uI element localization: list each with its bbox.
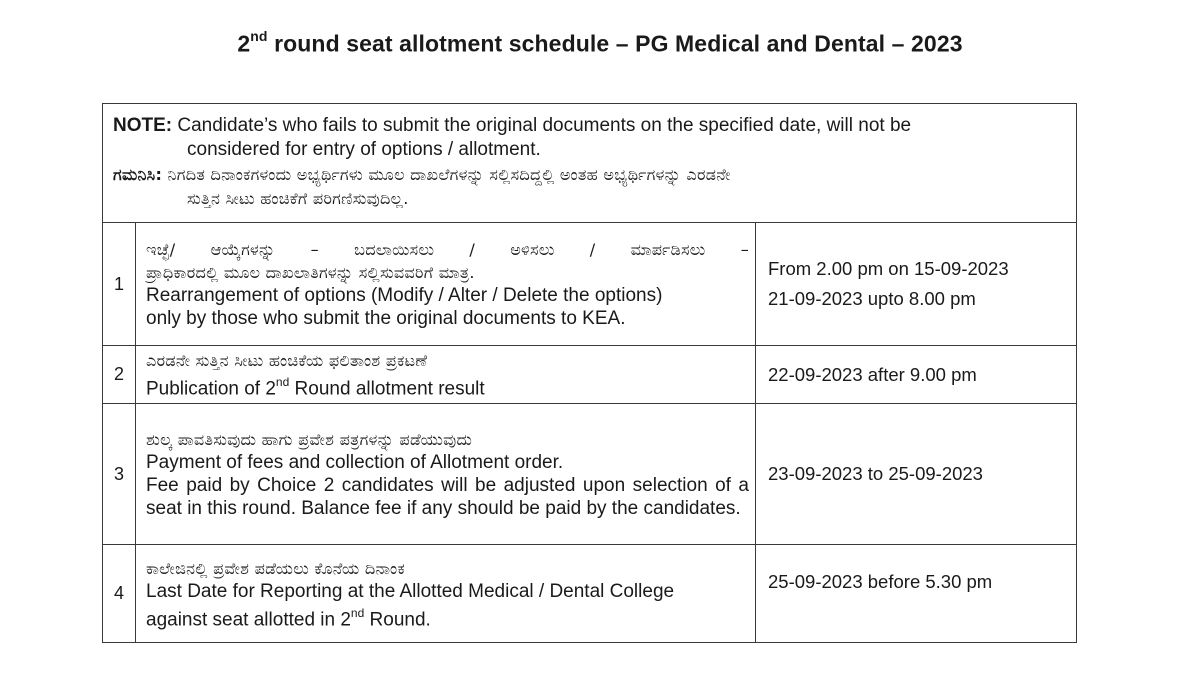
row-description [136, 404, 756, 545]
row-kannada-line1: ಕಾಲೇಜಿನಲ್ಲಿ ಪ್ರವೇಶ ಪಡೆಯಲು ಕೊನೆಯ ದಿನಾಂಕ [146, 558, 405, 578]
row-english-suffix: Round allotment result [289, 378, 485, 400]
row-kannada-line1: ಇಚ್ಛೆ/ ಆಯ್ಕೆಗಳನ್ನು – ಬದಲಾಯಿಸಲು / ಅಳಿಸಲು / ಮಾರ್ಪಡಿಸಲು – [146, 240, 749, 259]
row-date-line1: 25-09-2023 before 5.30 pm [768, 571, 993, 593]
row-english-line1 [146, 372, 749, 400]
note-cell [103, 104, 1077, 223]
table-row [103, 545, 1077, 643]
row-english-line1: Last Date for Reporting at the Allotted Medical / Dental College [146, 580, 675, 602]
row-english-line2 [146, 603, 749, 631]
row-english-line2: Fee paid by Choice 2 candidates will be adjusted upon selection of a seat in this round. Balance fee if any should be paid by the candidates. [146, 475, 749, 520]
note-kannada-text-line1: ನಿಗದಿತ ದಿನಾಂಕಗಳಂದು ಅಭ್ಯರ್ಥಿಗಳು ಮೂಲ ದಾಖಲೆಗಳನ್ನು ಸಲ್ಲಿಸದಿದ್ದಲ್ಲಿ ಅಂತಹ ಅಭ್ಯರ್ಥಿಗಳನ್ನು ಎರಡನೇ [162, 164, 731, 184]
row-description [136, 223, 756, 346]
title-rest: round seat allotment schedule – PG Medical and Dental – 2023 [267, 30, 963, 57]
row-date [756, 545, 1077, 643]
document-title [0, 30, 1200, 58]
row-kannada-line2: ಪ್ರಾಧಿಕಾರದಲ್ಲಿ ಮೂಲ ದಾಖಲಾತಿಗಳನ್ನು ಸಲ್ಲಿಸುವವರಿಗೆ ಮಾತ್ರ. [146, 263, 475, 282]
note-kannada-text-line2: ಸುತ್ತಿನ ಸೀಟು ಹಂಚಿಕೆಗೆ ಪರಿಗಣಿಸುವುದಿಲ್ಲ. [187, 189, 409, 208]
row-number: 2 [103, 346, 136, 404]
row-english-prefix: against seat allotted in 2 [146, 608, 351, 630]
row-english-line2: only by those who submit the original documents to KEA. [146, 308, 626, 329]
row-number: 1 [103, 223, 136, 346]
row-date [756, 223, 1077, 346]
note-text-line1: Candidate’s who fails to submit the original documents on the specified date, will not be [172, 114, 912, 136]
row-date-line1: 23-09-2023 to 25-09-2023 [768, 463, 983, 485]
row-date-line1: 22-09-2023 after 9.00 pm [768, 363, 977, 385]
table-row [103, 223, 1077, 346]
schedule-table [102, 103, 1077, 643]
row-number: 3 [103, 404, 136, 545]
row-description [136, 545, 756, 643]
row-date-line1: From 2.00 pm on 15-09-2023 [768, 258, 1009, 279]
row-date [756, 404, 1077, 545]
table-row [103, 346, 1077, 404]
row-number: 4 [103, 545, 136, 643]
note-text-line2: considered for entry of options / allotment. [187, 139, 541, 160]
row-date [756, 346, 1077, 404]
row-english-line1: Payment of fees and collection of Allotment order. [146, 452, 564, 474]
row-english-suffix: Round. [364, 608, 431, 630]
note-english-line1 [113, 114, 1066, 139]
row-kannada-line1: ಶುಲ್ಕ ಪಾವತಿಸುವುದು ಹಾಗು ಪ್ರವೇಶ ಪತ್ರಗಳನ್ನು ಪಡೆಯುವುದು [146, 430, 473, 450]
note-kannada-label: ಗಮನಿಸಿ: [113, 164, 163, 184]
note-label: NOTE: [113, 114, 173, 136]
note-kannada-line1 [113, 163, 1066, 188]
row-english-line1: Rearrangement of options (Modify / Alter / Delete the options) [146, 285, 663, 306]
row-kannada-line1: ಎರಡನೇ ಸುತ್ತಿನ ಸೀಟು ಹಂಚಿಕೆಯ ಫಲಿತಾಂಶ ಪ್ರಕಟಣೆ [146, 351, 428, 370]
row-date-line2: 21-09-2023 upto 8.00 pm [768, 288, 976, 309]
title-superscript: nd [250, 28, 268, 44]
table-row [103, 404, 1077, 545]
row-english-superscript: nd [350, 605, 365, 620]
row-english-prefix: Publication of 2 [146, 378, 276, 400]
row-description [136, 346, 756, 404]
row-english-superscript: nd [275, 375, 290, 389]
title-prefix: 2 [237, 30, 251, 57]
note-row [103, 104, 1077, 223]
